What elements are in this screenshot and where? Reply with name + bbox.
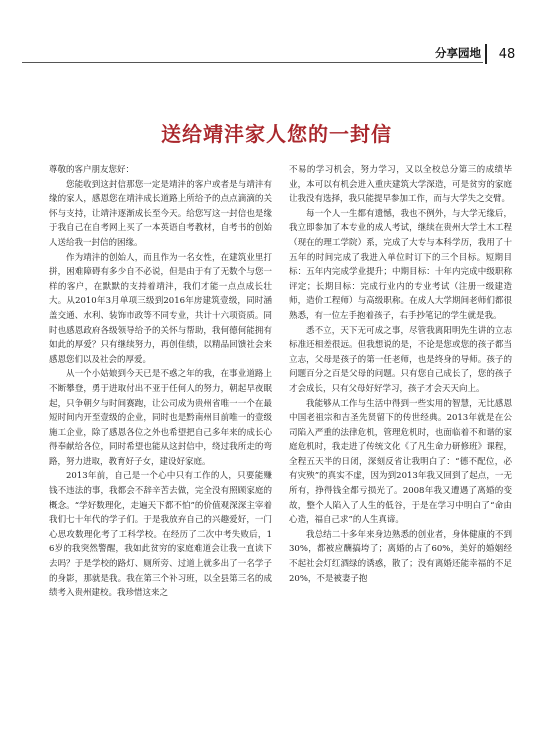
paragraph: 作为靖沣的创始人，而且作为一名女性，在建筑业里打拼，困难障碍有多少自不必说，但是由于有了无数个与您一样的客户，在默默的支持着靖沣，我们才能一点点成长壮大。从2010年3月单项三级到2016年房建筑壹级，同时涵盖交通、水利、装饰市政等不同专业，共计十六项资质。同时也感恩政府各级领导给予的关怀与帮助，我何德何能拥有如此的厚爱？只有继续努力，再创佳绩，以精品回馈社会来感恩您们以及社会的厚爱。 [49,252,272,365]
right-column [289,163,512,586]
paragraph-continued: 不易的学习机会，努力学习，又以全校总分第三的成绩毕业，本可以有机会进入重庆建筑大学深造，可是贫穷的家庭让我没有选择，我只能提早参加工作，而与大学失之交臂。 [289,165,512,205]
header-rule [22,62,483,63]
section-label: 分享园地 [431,46,481,60]
paragraph: 我总结二十多年来身边熟悉的创业者，身体健康的不到30%，都被应酬搞垮了；离婚的占了60%，美好的婚姻经不起社会灯红酒绿的诱惑，散了；没有离婚还能幸福的不足20%，不是被妻子抱 [289,529,512,584]
paragraph: 2013年前，自己是一个心中只有工作的人，只要能赚钱不违法的事，我都会不辞辛苦去做，完全没有照顾家庭的概念。“学好数理化，走遍天下都不怕”的价值观深深主宰着我们七十年代的学子们。于是我放弃自己的兴趣爱好，一门心思攻数理化考了工科学校。在经历了二次中考失败后，16岁的我突然警醒，我如此贫穷的家庭难道会让我一直读下去吗？于是学校的路灯、厕所旁、过道上就多出了一名学子的身影，那就是我。我在第三个补习班，以全县第三名的成绩考入贵州建校。我珍惜这来之 [49,471,272,599]
article-title: 送给靖沣家人您的一封信 [161,122,392,146]
paragraph: 您能收到这封信那您一定是靖沣的客户或者是与靖沣有缘的家人，感恩您在靖沣成长道路上所给予的点点滴滴的关怀与支持，让靖沣逐渐成长至今天。给您写这一封信也是缘于我自己在自考网上买了一本英语自考教材，自考书的创始人送给我一封信的困缘。 [49,179,272,248]
salutation: 尊敬的客户朋友您好： [49,165,135,175]
page-number: 48 [485,44,527,64]
paragraph: 每一个人一生都有遗憾，我也不例外，与大学无缘后，我立即参加了本专业的成人考试，继续在贵州大学土木工程（现在的理工学院）系，完成了大专与本科学历，我用了十五年的时间完成了我进入单位时订下的三个目标。短期目标：五年内完成学业提升；中期目标：十年内完成中级职称评定；长期目标：完成行业内的专业考试（注册一级建造师，造价工程师）与高级职称。在成人大学期间老师们都很熟悉，有一位左手抱着孩子，右手抄笔记的学生就是我。 [289,208,512,321]
left-column [49,163,272,601]
paragraph: 我能够从工作与生活中得到一些实用的智慧，无比感恩中国老祖宗和吉圣先贤留下的传世经典。2013年就是在公司陷入严重的法律危机，管理危机时，也面临着不和谐的家庭危机时，我走进了传统文化《了凡生命力研修班》课程，全程五天半的日闭，深刻反省让我明白了：“德不配位，必有灾殃”的真实不虚，因为到2013年我又回到了起点，一无所有，挣得钱全都亏损光了。2008年我又遭遇了离婚的变故，整个人陷入了人生的低谷，于是在学习中明白了“命由心造，福自己求”的人生真谛。 [289,398,512,526]
paragraph: 从一个小姑娘到今天已是不惑之年的我，在事业道路上不断攀登，勇于进取付出不亚于任何人的努力，朝起早夜眠起，只争朝夕与时间赛跑，让公司成为贵州省唯一一个在最短时间内开至壹级的企业，同时也是黔南州目前唯一的壹级施工企业，除了感恩各位之外也希望把自己多年来的成长心得奉献给各位，同时希望也能从这封信中，绕过我所走的弯路，努力进取，教育好子女，建设好家庭。 [49,369,272,467]
paragraph: 悉不立，天下无可成之事，尽管我离阳明先生讲的立志标准还相差很远。但我想说的是，不论是您或您的孩子都当立志，父母是孩子的第一任老师，也是终身的导师。孩子的问题百分之百是父母的问题。只有您自己成长了，您的孩子才会成长，只有父母好好学习，孩子才会天天向上。 [289,325,512,394]
